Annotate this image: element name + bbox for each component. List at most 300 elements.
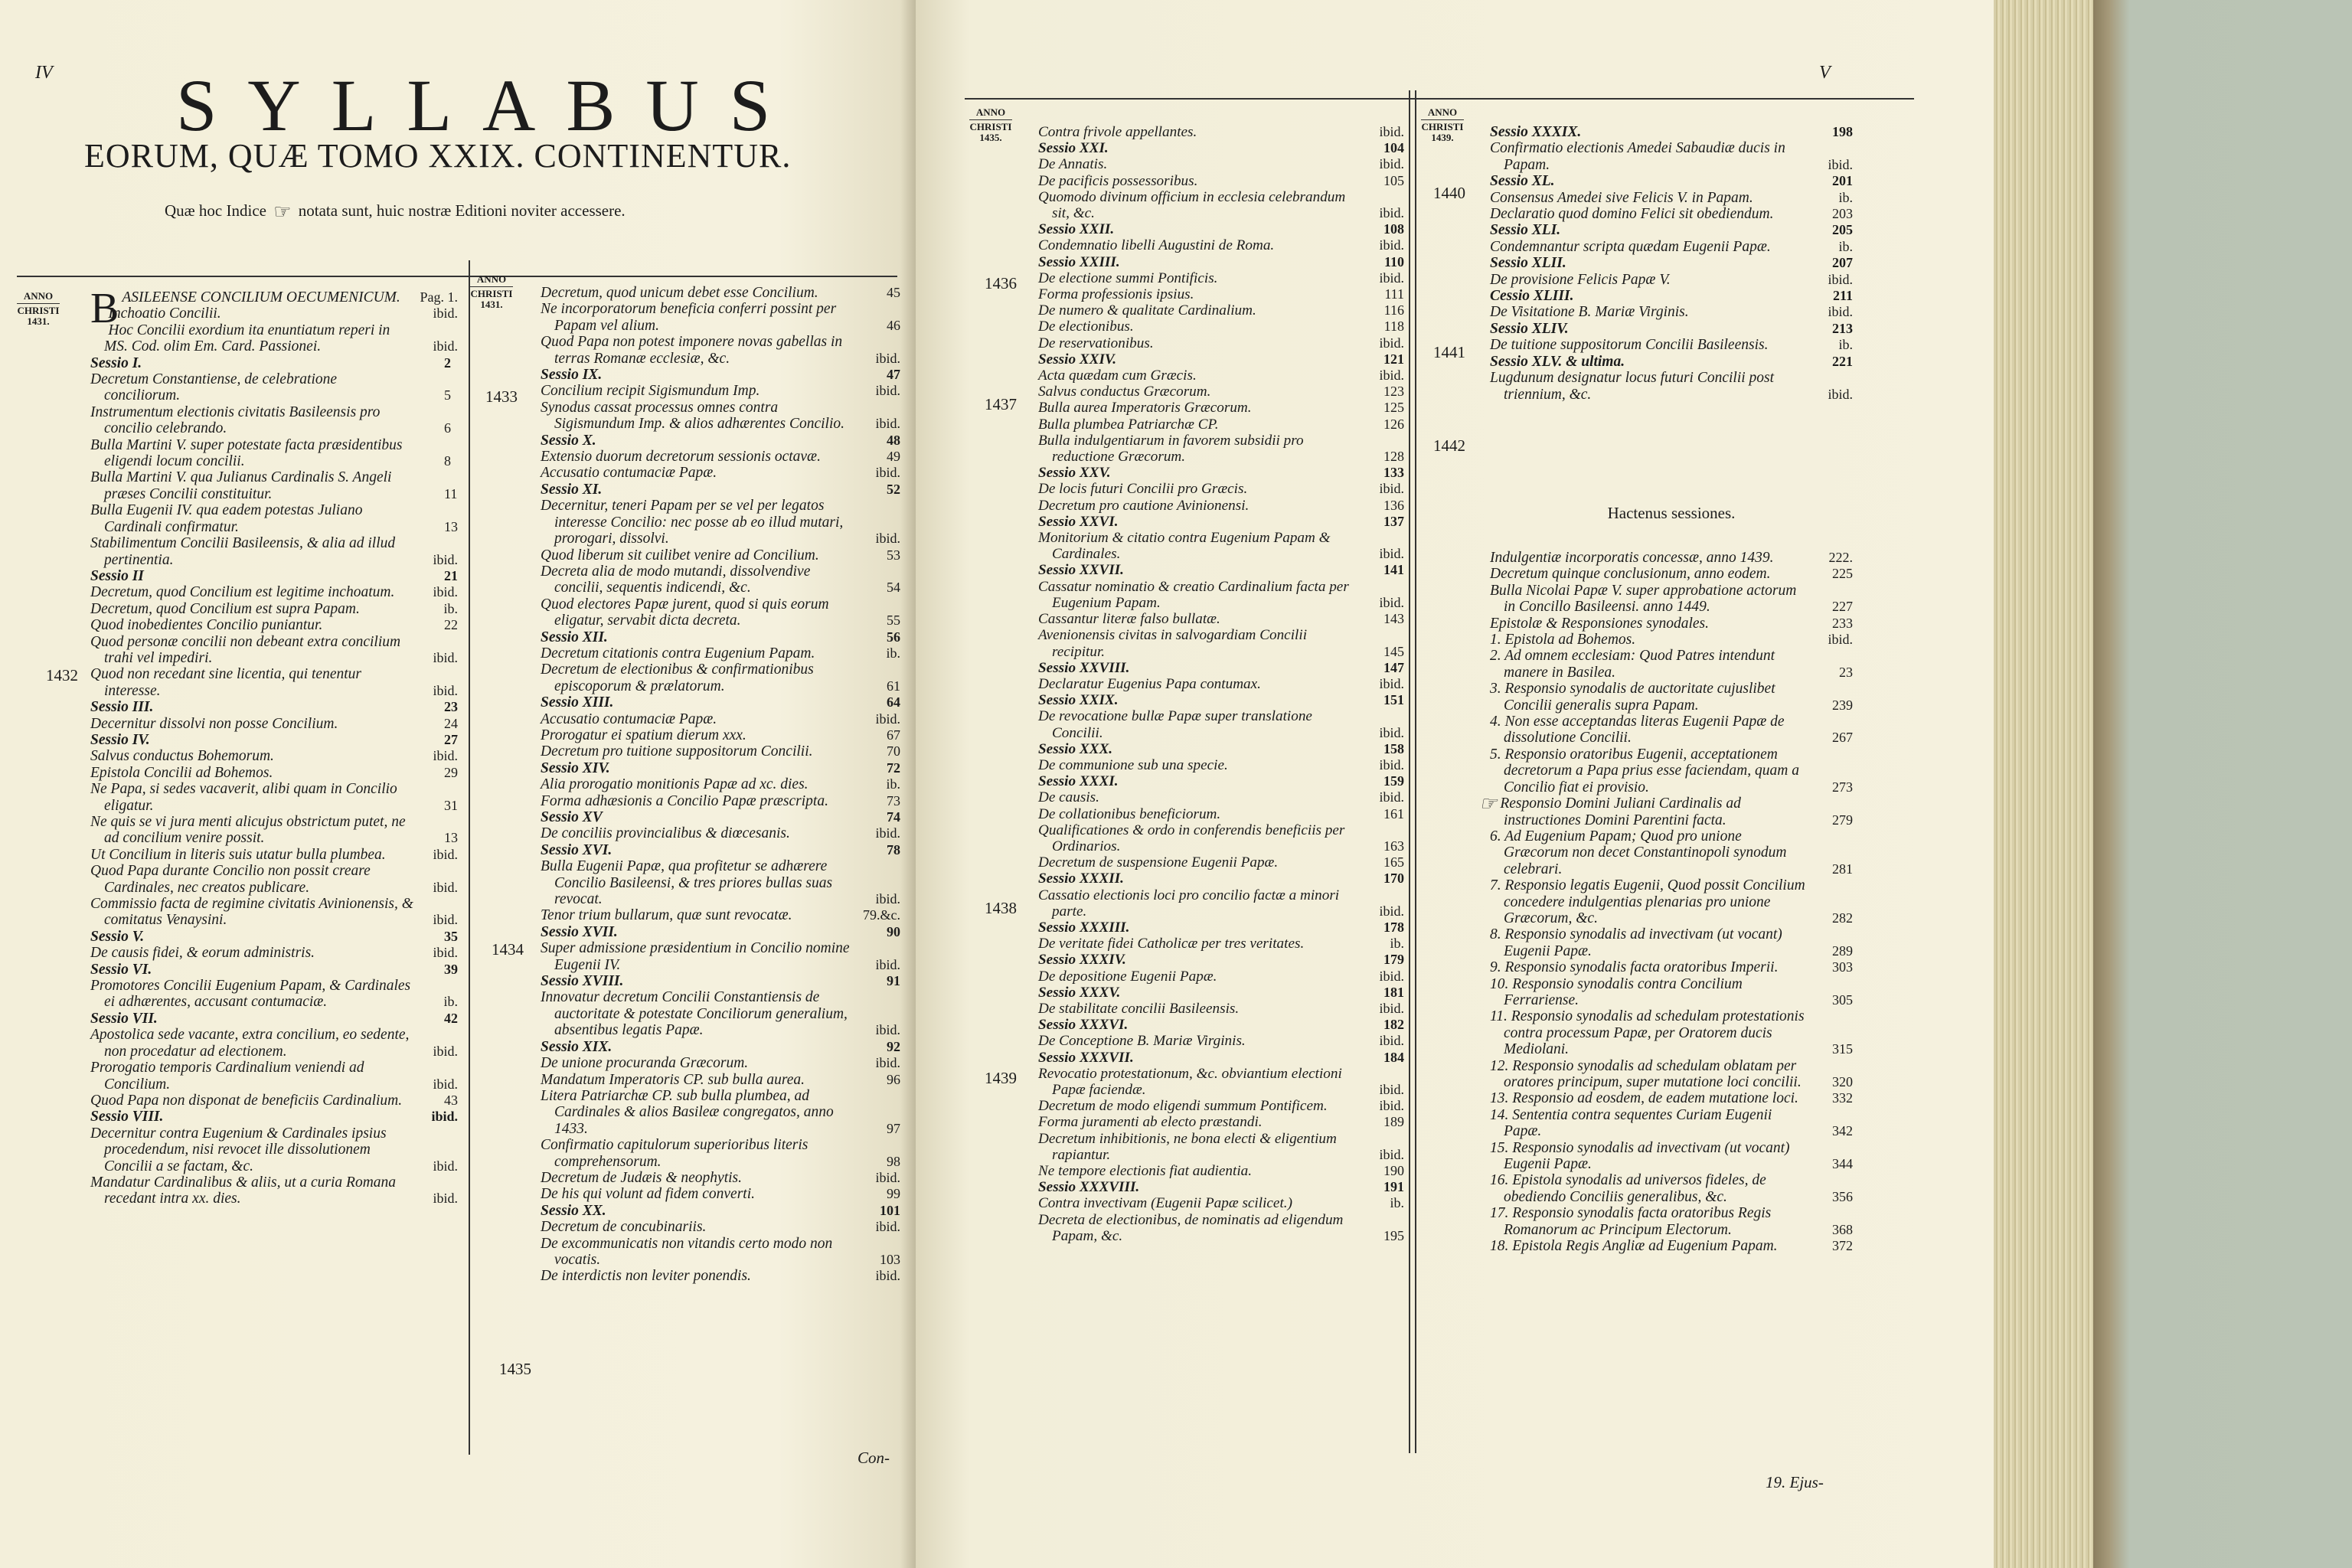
entry-page: ibid. (1379, 756, 1404, 773)
index-entry (541, 383, 900, 399)
index-entry (90, 1109, 458, 1125)
entry-page: 267 (1832, 730, 1853, 746)
entry-page: ibid. (1379, 724, 1404, 740)
entry-title: Sessio XIV. (541, 760, 610, 776)
entry-page: ibid. (433, 945, 458, 961)
entry-page: ib. (443, 994, 458, 1010)
index-entry (90, 945, 458, 961)
index-entry (1038, 985, 1404, 1001)
entry-title: De communione sub una specie. (1038, 756, 1228, 773)
index-entry (1038, 1195, 1404, 1211)
entry-title: Sessio XL. (1490, 173, 1555, 190)
entry-page: 332 (1832, 1090, 1853, 1106)
entry-title: Decernitur contra Eugenium & Cardinales ipsius procedendum, nisi revocet ille dissolutionem Concilii a se factam, &c. (90, 1125, 387, 1174)
entry-page: ibid. (875, 350, 900, 366)
entry-title: Sessio XXXVII. (1038, 1049, 1134, 1066)
index-entry (1038, 481, 1404, 497)
entry-title: 17. Responsio synodalis facta oratoribus Regis Romanorum ac Principum Electorum. (1490, 1205, 1772, 1238)
entry-title: Cassantur literæ falso bullatæ. (1038, 611, 1220, 628)
entry-title: De pacificis possessoribus. (1038, 172, 1198, 189)
entry-title: Sessio VIII. (90, 1109, 164, 1125)
index-entry (541, 1268, 900, 1284)
header-rule (965, 98, 1914, 100)
entry-title: Sessio VII. (90, 1010, 158, 1027)
index-entry: Sessio III. 23 (90, 699, 458, 716)
entry-page: ibid. (875, 956, 900, 972)
index-entry (1038, 514, 1404, 530)
index-entry (1038, 757, 1404, 773)
index-entry (541, 400, 900, 433)
entry-title: Sessio X. (541, 432, 596, 449)
index-entry: 2. Ad omnem ecclesiam: Quod Patres intendunt manere in Basilea. 23 (1490, 648, 1853, 681)
entry-title: Quod Papa non potest imponere novas gabellas in terras Romanæ ecclesiæ, &c. (541, 334, 843, 367)
entry-title: De conciliis provincialibus & diœcesanis. (541, 825, 790, 842)
entry-page: 368 (1832, 1221, 1853, 1237)
entry-title: 15. Responsio synodalis ad invectivam (ut vocant) Eugenii Papæ. (1490, 1139, 1790, 1173)
entry-title: Decretum, quod Concilium est legitime inchoatum. (90, 584, 395, 601)
entry-page: 190 (1383, 1163, 1404, 1178)
page-edges (1994, 0, 2093, 1568)
catchword: Con- (858, 1449, 890, 1467)
entry-page: 233 (1832, 615, 1853, 631)
entry-title: Sessio XVII. (541, 923, 618, 940)
entry-title: De stabilitate concilii Basileensis. (1038, 1000, 1240, 1017)
entry-title: Decretum de electionibus & confirmationibus episcoporum & prælatorum. (541, 662, 814, 694)
entry-title: De Visitatione B. Mariæ Virginis. (1490, 304, 1689, 321)
entry-page: ibid. (1379, 968, 1404, 984)
index-entry (1490, 959, 1853, 975)
entry-page: 133 (1383, 465, 1404, 481)
entry-title: Sessio XXXIV. (1038, 952, 1126, 969)
entry-title: Epistolæ & Responsiones synodales. (1490, 615, 1709, 632)
index-entry (1038, 854, 1404, 871)
index-entry (1038, 920, 1404, 936)
index-entry (1038, 952, 1404, 968)
entry-title: Sessio III. (90, 699, 154, 716)
index-entry: Extensio duorum decretorum sessionis octavæ. 49 (541, 449, 900, 466)
entry-page: 79.&c. (863, 907, 900, 923)
entry-title: Bulla plumbea Patriarchæ CP. (1038, 416, 1219, 433)
entry-page: 111 (1384, 286, 1404, 302)
right-page (916, 0, 2003, 1568)
year-marker: 1436 (985, 274, 1017, 292)
entry-title: Sessio XXVII. (1038, 562, 1124, 579)
entry-page: ibid. (875, 416, 900, 432)
entry-title: Lugdunum designatur locus futuri Concilii post triennium, &c. (1490, 370, 1775, 403)
index-entry: Sessio IX. 47 (541, 367, 900, 384)
entry-page: 195 (1383, 1227, 1404, 1243)
index-entry: Quod electores Papæ jurent, quod si quis eorum eligatur, servabit dicta decreta. 55 (541, 596, 900, 629)
index-entry: Sessio XVII. 90 (541, 923, 900, 940)
entry-page: ibid. (1828, 386, 1853, 402)
entry-title: Declaratur Eugenius Papa contumax. (1038, 675, 1261, 692)
index-entry: Bulla Eugenii IV. qua eadem potestas Juliano Cardinali confirmatur. 13 (90, 502, 458, 535)
entry-page: 282 (1832, 910, 1853, 926)
entry-title: De numero & qualitate Cardinalium. (1038, 302, 1256, 319)
entry-title: Litera Patriarchæ CP. sub bulla plumbea, ad Cardinales & alios Basileæ congregatos, anno 1433. (541, 1087, 834, 1137)
entry-page: ibid. (1379, 1081, 1404, 1097)
entry-title: Quod inobedientes Concilio puniantur. (90, 617, 323, 634)
entry-title: 13. Responsio ad eosdem, de eadem mutatione loci. (1490, 1090, 1798, 1107)
entry-page: ibid. (1379, 1000, 1404, 1016)
entry-title: De his qui volunt ad fidem converti. (541, 1186, 755, 1203)
entry-title: Sessio XXVI. (1038, 513, 1119, 530)
index-entry (1038, 351, 1404, 368)
entry-title: De tuitione suppositorum Concilii Basileensis. (1490, 337, 1769, 354)
index-entry: Sessio IV. 27 (90, 731, 458, 748)
index-entry (1038, 1050, 1404, 1066)
entry-title: Decretum de Judæis & neophytis. (541, 1169, 743, 1186)
index-entry (1490, 1008, 1853, 1057)
entry-title: Cassatur nominatio & creatio Cardinalium facta per Eugenium Papam. (1038, 578, 1349, 611)
entry-title: De electione summi Pontificis. (1038, 270, 1218, 286)
entry-title: Sessio XXIV. (1038, 351, 1117, 368)
entry-title: Quomodo divinum officium in ecclesia celebrandum sit, &c. (1038, 188, 1346, 222)
index-entry (541, 940, 900, 973)
entry-page: 315 (1832, 1041, 1853, 1057)
index-entry: Instrumentum electionis civitatis Basileensis pro concilio celebrando. 6 (90, 403, 451, 437)
index-entry: Decretum, quod unicum debet esse Concilium. 45 (541, 285, 900, 301)
entry-title: Inchoatio Concilii. (108, 305, 221, 322)
entry-page: ibid. (433, 1076, 458, 1092)
index-column-4 (1490, 124, 1853, 403)
index-column-3 (1038, 124, 1404, 1244)
index-entry (1490, 616, 1853, 632)
index-entry (1490, 354, 1853, 370)
entry-title: Super admissione præsidentium in Concilio nomine Eugenii IV. (541, 940, 850, 973)
entry-title: Promotores Concilii Eugenium Papam, & Cardinales ei adhærentes, accusant contumaciæ. (90, 978, 411, 1011)
index-entry (1038, 302, 1404, 318)
index-entry: Bulla Martini V. super potestate facta præsidentibus eligendi locum concilii. 8 (90, 436, 451, 470)
index-entry (90, 666, 458, 699)
entry-title: Sessio XXXV. (1038, 984, 1121, 1001)
entry-title: 6. Ad Eugenium Papam; Quod pro unione Græcorum non decet Constantinopoli synodum celebrari. (1490, 828, 1787, 877)
entry-title: Decretum citationis contra Eugenium Papam. (541, 645, 815, 662)
index-entry: Bulla Martini V. qua Julianus Cardinalis S. Angeli præses Concilii constituitur. 11 (90, 469, 458, 502)
index-entry (1038, 692, 1404, 708)
index-entry (1490, 206, 1853, 222)
entry-title: Bulla aurea Imperatoris Græcorum. (1038, 400, 1252, 416)
index-entry (1038, 189, 1404, 221)
index-entry (1490, 321, 1853, 337)
entry-title: Quod Papa durante Concilio non possit creare Cardinales, nec creatos publicare. (90, 863, 371, 896)
anno-label: ANNO CHRISTI 1431. (17, 290, 60, 327)
index-entry (90, 634, 458, 667)
index-entry (541, 1236, 900, 1269)
note-after: notata sunt, huic nostræ Editioni noviter accessere. (298, 201, 626, 220)
entry-title: Ne incorporatorum beneficia conferri possint per Papam vel alium. (541, 301, 837, 334)
index-entry (1038, 1163, 1404, 1179)
index-entry: Sessio VI. 39 (90, 961, 458, 978)
entry-page: ibid. (875, 825, 900, 841)
entry-page: 281 (1832, 861, 1853, 877)
index-entry (1038, 1001, 1404, 1017)
index-entry: Ne Papa, si sedes vacaverit, alibi quam in Concilio eligatur. 31 (90, 781, 458, 814)
index-entry (1038, 969, 1404, 985)
entry-page: 279 (1832, 812, 1853, 828)
entry-title: Bulla Eugenii IV. qua eadem potestas Juliano Cardinali confirmatur. (90, 502, 363, 535)
year-marker: 1433 (485, 387, 518, 406)
entry-page: 189 (1383, 1114, 1404, 1130)
entry-page: 344 (1832, 1156, 1853, 1172)
entry-title: 1. Epistola ad Bohemos. (1490, 632, 1636, 648)
index-entry (1490, 583, 1853, 616)
index-entry: Sessio XIV. 72 (541, 760, 900, 776)
year-marker: 1439 (985, 1069, 1017, 1087)
index-entry (1038, 806, 1404, 822)
entry-title: 11. Responsio synodalis ad schedulam protestationis contra processum Papæ, per Oratorem ducis Mediolani. (1490, 1008, 1805, 1058)
index-entry (1490, 926, 1853, 959)
entry-page: 305 (1832, 991, 1853, 1008)
entry-title: Sessio XV (541, 809, 603, 825)
column-rule (469, 260, 470, 1455)
index-entry (1038, 871, 1404, 887)
entry-title: De interdictis non leviter ponendis. (541, 1268, 751, 1285)
entry-title: De excommunicatis non vitandis certo modo non vocatis. (541, 1235, 833, 1268)
entry-title: Prorogatio temporis Cardinalium veniendi ad Concilium. (90, 1060, 364, 1093)
entry-page: ibid. (875, 1055, 900, 1071)
entry-title: Sessio XXXVIII. (1038, 1179, 1140, 1196)
entry-title: Sessio V. (90, 928, 145, 945)
entry-title: Cassatio electionis loci pro concilio factæ a minori parte. (1038, 887, 1340, 920)
index-entry: Mandatum Imperatoris CP. sub bulla aurea. 96 (541, 1071, 900, 1088)
entry-title: De locis futuri Concilii pro Græcis. (1038, 481, 1248, 498)
entry-page: 151 (1383, 692, 1404, 708)
entry-title: Synodus cassat processus omnes contra Sigismundum Imp. & alios adhærentes Concilio. (541, 399, 844, 433)
entry-page: ibid. (1379, 789, 1404, 805)
index-entry (1038, 789, 1404, 805)
year-marker: 1442 (1433, 436, 1465, 455)
index-entry (541, 858, 900, 907)
entry-page: 372 (1832, 1238, 1853, 1254)
header-rule (17, 276, 897, 277)
entry-title: Innovatur decretum Concilii Constantiensis de auctoritate & potestate Conciliorum generalium, absentibus legatis Papæ. (541, 989, 848, 1039)
index-entry: Sessio X. 48 (541, 432, 900, 449)
entry-page: 105 (1383, 172, 1404, 188)
entry-title: Sessio IX. (541, 367, 603, 384)
entry-page: 289 (1832, 942, 1853, 959)
entry-title: Sessio XIII. (541, 694, 614, 711)
entry-title: Sessio II (90, 567, 144, 584)
entry-title: Sessio XXIX. (1038, 692, 1119, 709)
entry-title: Salvus conductus Græcorum. (1038, 384, 1211, 400)
entry-page: 225 (1832, 566, 1853, 582)
entry-title: Sessio XXVIII. (1038, 659, 1130, 676)
entry-title: Sessio XXI. (1038, 140, 1109, 157)
index-entry (1038, 416, 1404, 433)
entry-page: ibid. (433, 338, 458, 354)
entry-page: 159 (1383, 773, 1404, 789)
index-entry (1490, 140, 1853, 173)
entry-page: ibid. (1379, 1146, 1404, 1162)
entry-page: ibid. (433, 1158, 458, 1174)
entry-title: Tenor trium bullarum, quæ sunt revocatæ. (541, 907, 792, 924)
entry-title: 4. Non esse acceptandas literas Eugenii Papæ de dissolutione Concilii. (1490, 714, 1785, 746)
entry-page: ib. (443, 600, 458, 616)
entry-title: Sessio XI. (541, 481, 603, 498)
entry-page: 205 (1832, 222, 1853, 238)
entry-title: Confirmatio capitulorum superioribus literis comprehensorum. (541, 1137, 808, 1170)
entry-title: Sessio XXXIX. (1490, 124, 1582, 140)
entry-page: ibid. (875, 1219, 900, 1235)
index-entry: Sessio XIX. 92 (541, 1038, 900, 1055)
entry-title: Sessio XXXIII. (1038, 919, 1130, 936)
entry-title: Mandatur Cardinalibus & aliis, ut a curia Romana recedant intra xx. dies. (90, 1174, 397, 1207)
index-entry (1038, 254, 1404, 270)
entry-page: 101 (880, 1202, 900, 1218)
index-entry: Ne quis se vi jura menti alicujus obstrictum putet, ne ad concilium venire possit. 13 (90, 814, 458, 847)
entry-title: ASILEENSE CONCILIUM OECUMENICUM. (122, 289, 400, 305)
entry-title: Bulla Martini V. super potestate facta præsidentibus eligendi locum concilii. (90, 436, 403, 470)
entry-title: Bulla Eugenii Papæ, qua profitetur se adhærere Concilio Basileensi, & tres priores bullas suas revocat. (541, 858, 833, 908)
page-number: IV (35, 63, 53, 83)
index-entry (1490, 370, 1853, 403)
entry-title: Decretum quinque conclusionum, anno eodem. (1490, 566, 1771, 583)
entry-page: 103 (880, 1251, 900, 1267)
index-entry (1490, 681, 1853, 714)
entry-title: Sessio XXII. (1038, 221, 1115, 238)
entry-title: Instrumentum electionis civitatis Basileensis pro concilio celebrando. (90, 403, 381, 437)
entry-title: Decretum de concubinariis. (541, 1219, 707, 1236)
entry-page: ibid. (433, 1191, 458, 1207)
entry-title: Forma professionis ipsius. (1038, 286, 1194, 303)
entry-title: Ne tempore electionis fiat audientia. (1038, 1163, 1253, 1179)
index-entry (1490, 124, 1853, 140)
index-entry (1490, 1205, 1853, 1238)
index-entry (1038, 318, 1404, 335)
index-entry (541, 498, 900, 547)
entry-title: De veritate fidei Catholicæ per tres veritates. (1038, 936, 1305, 952)
entry-page: 118 (1383, 318, 1404, 335)
entry-title: Decreta de electionibus, de nominatis ad eligendum Papam, &c. (1038, 1211, 1344, 1244)
entry-page: 121 (1383, 351, 1404, 367)
entry-title: 8. Responsio synodalis ad invectivam (ut vocant) Eugenii Papæ. (1490, 926, 1782, 959)
entry-page: 239 (1832, 697, 1853, 713)
index-entry (1038, 676, 1404, 692)
index-entry (1038, 368, 1404, 384)
entry-page: 104 (1383, 140, 1404, 156)
entry-title: Decretum, quod unicum debet esse Concilium. (541, 285, 818, 301)
entry-title: Mandatum Imperatoris CP. sub bulla aurea. (541, 1071, 805, 1088)
index-entry: Prorogatur ei spatium dierum xxx. 67 (541, 727, 900, 743)
entry-title: Sessio XVI. (541, 841, 612, 858)
column-rule (1409, 90, 1410, 1453)
entry-title: Revocatio protestationum, &c. obviantium electioni Papæ faciendæ. (1038, 1065, 1342, 1098)
index-entry: Epistola Concilii ad Bohemos. 29 (90, 764, 458, 781)
entry-title: Quod personæ concilii non debeant extra concilium trahi vel impediri. (90, 633, 401, 666)
editorial-note (165, 201, 626, 224)
index-entry (1490, 566, 1853, 582)
entry-page: 116 (1383, 302, 1404, 318)
index-entry: Sessio XV 74 (541, 809, 900, 825)
entry-page: ibid. (1379, 675, 1404, 691)
index-entry (541, 1055, 900, 1071)
index-entry (1038, 465, 1404, 481)
entry-page: ibid. (1828, 271, 1853, 287)
index-entry (1038, 286, 1404, 302)
entry-title: Sessio XLV. & ultima. (1490, 353, 1625, 370)
entry-title: Responsio Domini Juliani Cardinalis ad instructiones Domini Parentini facta. (1500, 795, 1741, 828)
index-entry (541, 1219, 900, 1235)
index-entry (1038, 562, 1404, 578)
catchword: 19. Ejus- (1766, 1473, 1824, 1491)
entry-page: ibid. (1379, 1098, 1404, 1114)
index-entry (90, 863, 458, 896)
left-page (0, 0, 916, 1568)
index-entry (1038, 1212, 1404, 1244)
entry-page: 211 (1832, 288, 1853, 304)
entry-page: 191 (1383, 1179, 1404, 1195)
index-entry (1490, 288, 1853, 304)
entry-title: Qualificationes & ordo in conferendis beneficiis per Ordinarios. (1038, 822, 1345, 854)
entry-title: De revocatione bullæ Papæ super translatione Concilii. (1038, 708, 1312, 741)
index-entry: Sessio VII. 42 (90, 1010, 458, 1027)
entry-page: 184 (1383, 1049, 1404, 1065)
entry-title: Sessio XXXI. (1038, 773, 1119, 790)
year-marker: 1440 (1433, 184, 1465, 202)
entry-page: 158 (1383, 740, 1404, 756)
entry-page: ibid. (433, 584, 458, 600)
index-entry (1038, 173, 1404, 189)
index-entry: Sessio XVIII. 91 (541, 973, 900, 990)
entry-title: Sessio XXXII. (1038, 871, 1124, 887)
index-entry (90, 1174, 458, 1207)
entry-title: Sessio XIX. (541, 1038, 612, 1055)
index-entry: Forma adhæsionis a Concilio Papæ præscripta. 73 (541, 792, 900, 809)
index-entry: Litera Patriarchæ CP. sub bulla plumbea, ad Cardinales & alios Basileæ congregatos, anno 1433. 97 (541, 1087, 900, 1137)
entry-page: 213 (1832, 320, 1853, 336)
entry-page: ibid. (875, 710, 900, 727)
index-entry (1038, 156, 1404, 172)
entry-page: ibid. (433, 682, 458, 698)
year-marker: 1432 (46, 666, 78, 684)
entry-title: Contra invectivam (Eugenii Papæ scilicet.) (1038, 1195, 1292, 1212)
entry-page: ibid. (433, 649, 458, 665)
entry-page: 123 (1383, 384, 1404, 400)
index-entry (90, 305, 458, 322)
index-entry (1038, 660, 1404, 676)
entry-title: De Annatis. (1038, 156, 1108, 173)
entry-page: ibid. (1828, 304, 1853, 320)
entry-page: ibid. (875, 531, 900, 547)
index-entry (1038, 498, 1404, 514)
entry-title: Salvus conductus Bohemorum. (90, 748, 274, 765)
index-entry (1038, 1114, 1404, 1130)
entry-page: ibid. (875, 1169, 900, 1185)
entry-page: 221 (1832, 353, 1853, 369)
entry-title: Sessio IV. (90, 731, 150, 748)
index-entry: Decernitur dissolvi non posse Concilium. 24 (90, 715, 458, 732)
entry-title: De Conceptione B. Mariæ Virginis. (1038, 1033, 1246, 1050)
entry-page: 170 (1383, 871, 1404, 887)
index-entry: Quod liberum sit cuilibet venire ad Concilium. 53 (541, 547, 900, 564)
entry-title: 2. Ad omnem ecclesiam: Quod Patres intendunt manere in Basilea. (1490, 648, 1775, 681)
entry-title: Avenionensis civitas in salvogardiam Concilii recipitur. (1038, 627, 1308, 660)
entry-title: Monitorium & citatio contra Eugenium Papam & Cardinales. (1038, 530, 1331, 563)
entry-page: ibid. (1379, 481, 1404, 497)
entry-page: 143 (1383, 611, 1404, 627)
entry-title: Ne quis se vi jura menti alicujus obstrictum putet, ne ad concilium venire possit. (90, 814, 406, 847)
entry-title: De causis. (1038, 789, 1099, 806)
entry-page: 181 (1383, 984, 1404, 1000)
index-entry: Sessio XIII. 64 (541, 694, 900, 711)
index-entry (1490, 337, 1853, 353)
page-title: SYLLABUS (176, 64, 802, 146)
index-entry (1038, 887, 1404, 920)
entry-title: Concilium recipit Sigismundum Imp. (541, 383, 760, 400)
index-entry: Decretum de electionibus & confirmationibus episcoporum & prælatorum. 61 (541, 662, 900, 694)
entry-title: Decretum de modo eligendi summum Pontificem. (1038, 1098, 1328, 1115)
